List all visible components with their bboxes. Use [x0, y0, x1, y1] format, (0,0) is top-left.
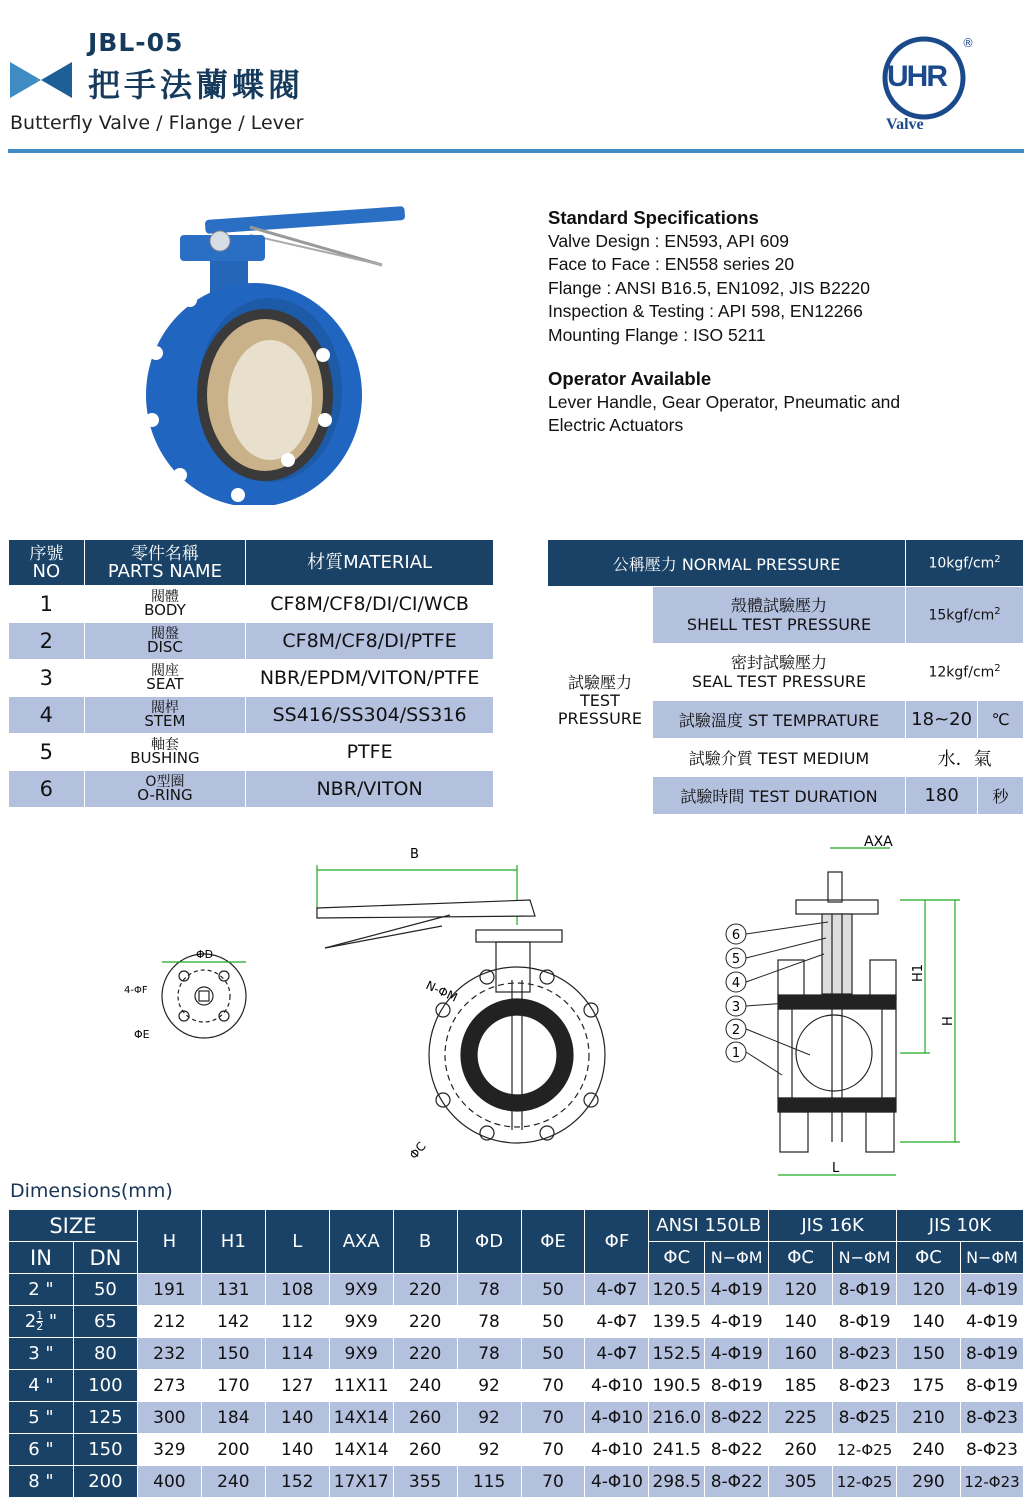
size-in: 6 " [9, 1434, 74, 1466]
col-b: B [393, 1210, 457, 1274]
dimension-cell: 240 [393, 1370, 457, 1402]
label-phi-d: ΦD [196, 948, 214, 961]
dimension-cell: 8-Φ23 [960, 1402, 1023, 1434]
col-l: L [265, 1210, 329, 1274]
dimension-cell: 8-Φ23 [960, 1434, 1023, 1466]
dimension-cell: 127 [265, 1370, 329, 1402]
dimension-cell: 70 [521, 1402, 585, 1434]
dimension-cell: 12-Φ25 [833, 1466, 897, 1498]
technical-drawing [110, 830, 990, 1180]
col-h1: H1 [201, 1210, 265, 1274]
operator-line: Electric Actuators [548, 415, 684, 435]
col-parts-name: 零件名稱 PARTS NAME [84, 540, 245, 586]
test-duration-unit: 秒 [978, 777, 1024, 815]
dimension-cell: 140 [897, 1306, 961, 1338]
operator-heading: Operator Available [548, 368, 712, 389]
dimension-cell: 140 [769, 1306, 833, 1338]
dimension-cell: 50 [521, 1306, 585, 1338]
dimension-cell: 120.5 [649, 1274, 705, 1306]
spec-line: Valve Design : EN593, API 609 [548, 230, 789, 251]
label-b: B [410, 847, 419, 862]
col-ansi-c: ΦC [649, 1242, 705, 1274]
parts-table [8, 539, 494, 808]
dimension-cell: 9X9 [329, 1274, 393, 1306]
col-jis10-c: ΦC [897, 1242, 961, 1274]
dimension-cell: 78 [457, 1274, 521, 1306]
dimension-cell: 131 [201, 1274, 265, 1306]
callout-4: 4 [731, 976, 741, 991]
dimension-cell: 92 [457, 1370, 521, 1402]
test-duration-value: 180 [906, 777, 978, 815]
dimension-cell: 4-Φ7 [585, 1338, 649, 1370]
dimension-cell: 4-Φ7 [585, 1274, 649, 1306]
table-row: 4 閥桿 STEM SS416/SS304/SS316 [9, 697, 494, 734]
table-row [9, 1402, 1024, 1434]
size-dn: 50 [73, 1274, 137, 1306]
header-divider [8, 149, 1024, 153]
dimension-cell: 220 [393, 1306, 457, 1338]
dimension-cell: 8-Φ19 [705, 1370, 769, 1402]
dimension-cell: 240 [897, 1434, 961, 1466]
col-h: H [137, 1210, 201, 1274]
dimension-cell: 120 [897, 1274, 961, 1306]
dimension-cell: 8-Φ19 [833, 1306, 897, 1338]
brand-bowtie-icon [10, 60, 72, 100]
dimension-cell: 78 [457, 1306, 521, 1338]
dimension-cell: 210 [897, 1402, 961, 1434]
callout-2: 2 [731, 1023, 741, 1038]
normal-pressure-label: 公稱壓力 NORMAL PRESSURE [548, 540, 906, 587]
pressure-table [547, 539, 1024, 815]
size-dn: 125 [73, 1402, 137, 1434]
group-ansi-150lb: ANSI 150LB [649, 1210, 769, 1242]
model-number: JBL-05 [88, 28, 184, 57]
dimension-cell: 150 [201, 1338, 265, 1370]
col-jis16-nm: N−ΦM [833, 1242, 897, 1274]
dimension-cell: 4-Φ19 [960, 1306, 1023, 1338]
dimensions-title: Dimensions(mm) [10, 1180, 173, 1202]
shell-test-value: $15kgf/cm^2$ [906, 587, 1024, 644]
table-row [9, 1370, 1024, 1402]
title-chinese: 把手法蘭蝶閥 [88, 66, 305, 104]
dimension-cell: 4-Φ10 [585, 1370, 649, 1402]
standard-specifications [548, 206, 900, 438]
logo-subtext: Valve [886, 116, 924, 133]
dimension-cell: 4-Φ7 [585, 1306, 649, 1338]
dimension-cell: 273 [137, 1370, 201, 1402]
size-dn: 65 [73, 1306, 137, 1338]
dimension-cell: 108 [265, 1274, 329, 1306]
col-dn: DN [73, 1242, 137, 1274]
dimension-cell: 8-Φ19 [833, 1274, 897, 1306]
dimension-cell: 9X9 [329, 1338, 393, 1370]
dimension-cell: 78 [457, 1338, 521, 1370]
test-duration-label: 試驗時間 TEST DURATION [652, 777, 905, 815]
group-jis-16k: JIS 16K [769, 1210, 897, 1242]
spec-heading: Standard Specifications [548, 207, 759, 228]
dimension-cell: 12-Φ23 [960, 1466, 1023, 1498]
table-row: 3 閥座 SEAT NBR/EPDM/VITON/PTFE [9, 660, 494, 697]
dimension-cell: 260 [393, 1402, 457, 1434]
size-in: 3 " [9, 1338, 74, 1370]
dimension-cell: 9X9 [329, 1306, 393, 1338]
brand-logo [880, 36, 980, 140]
dimension-cell: 160 [769, 1338, 833, 1370]
test-pressure-group: 試驗壓力 TEST PRESSURE [548, 587, 653, 815]
dimension-cell: 92 [457, 1434, 521, 1466]
normal-pressure-value: $10kgf/cm^2$ [906, 540, 1024, 587]
dimension-cell: 4-Φ19 [705, 1338, 769, 1370]
col-material: 材質MATERIAL [246, 540, 494, 586]
table-row: 6 O型圈 O-RING NBR/VITON [9, 771, 494, 808]
dimension-cell: 14X14 [329, 1402, 393, 1434]
dimension-cell: 8-Φ19 [960, 1370, 1023, 1402]
test-temperature-label: 試驗溫度 ST TEMPRATURE [652, 701, 905, 739]
dimension-cell: 290 [897, 1466, 961, 1498]
seal-test-label: 密封試驗壓力 SEAL TEST PRESSURE [652, 644, 905, 701]
dimension-cell: 140 [265, 1434, 329, 1466]
dimension-cell: 120 [769, 1274, 833, 1306]
label-n-phi-m: N-ΦM [423, 978, 460, 1005]
table-row: 2 閥盤 DISC CF8M/CF8/DI/PTFE [9, 623, 494, 660]
dimension-cell: 4-Φ19 [705, 1274, 769, 1306]
dimension-cell: 305 [769, 1466, 833, 1498]
dimension-cell: 260 [769, 1434, 833, 1466]
size-dn: 150 [73, 1434, 137, 1466]
table-row [9, 1306, 1024, 1338]
test-medium-value: 水．氣 [906, 739, 1024, 777]
dimension-cell: 8-Φ22 [705, 1434, 769, 1466]
spec-line: Inspection & Testing : API 598, EN12266 [548, 301, 863, 321]
dimension-cell: 216.0 [649, 1402, 705, 1434]
table-row [9, 1274, 1024, 1306]
dimensions-table [8, 1209, 1024, 1498]
col-jis10-nm: N−ΦM [960, 1242, 1023, 1274]
callout-1: 1 [731, 1046, 741, 1061]
dimension-cell: 191 [137, 1274, 201, 1306]
dimension-cell: 4-Φ10 [585, 1434, 649, 1466]
size-in: 4 " [9, 1370, 74, 1402]
dimension-cell: 14X14 [329, 1434, 393, 1466]
dimension-cell: 92 [457, 1402, 521, 1434]
dimension-cell: 170 [201, 1370, 265, 1402]
col-phi-f: ΦF [585, 1210, 649, 1274]
dimension-cell: 140 [265, 1402, 329, 1434]
dimension-cell: 8-Φ23 [833, 1338, 897, 1370]
dimension-cell: 115 [457, 1466, 521, 1498]
label-phi-c: ΦC [406, 1139, 429, 1162]
dimension-cell: 200 [201, 1434, 265, 1466]
dimension-cell: 17X17 [329, 1466, 393, 1498]
col-no: 序號 NO [9, 540, 85, 586]
label-4-phi-f: 4-ΦF [124, 985, 148, 996]
dimension-cell: 12-Φ25 [833, 1434, 897, 1466]
dimension-cell: 114 [265, 1338, 329, 1370]
table-row [9, 1434, 1024, 1466]
dimension-cell: 260 [393, 1434, 457, 1466]
dimension-cell: 355 [393, 1466, 457, 1498]
dimension-cell: 8-Φ19 [960, 1338, 1023, 1370]
size-dn: 100 [73, 1370, 137, 1402]
dimension-cell: 329 [137, 1434, 201, 1466]
dimension-cell: 8-Φ22 [705, 1402, 769, 1434]
spec-line: Mounting Flange : ISO 5211 [548, 324, 766, 345]
dimension-cell: 4-Φ19 [960, 1274, 1023, 1306]
size-in: 2 " [9, 1274, 74, 1306]
dimension-cell: 11X11 [329, 1370, 393, 1402]
callout-3: 3 [731, 1000, 741, 1015]
valve-front-view [317, 865, 605, 1143]
logo-text: UHR [887, 60, 946, 93]
label-axa: AXA [864, 834, 893, 850]
dimension-cell: 220 [393, 1274, 457, 1306]
dimension-cell: 70 [521, 1434, 585, 1466]
group-jis-10k: JIS 10K [897, 1210, 1024, 1242]
col-phi-e: ΦE [521, 1210, 585, 1274]
dimension-cell: 50 [521, 1274, 585, 1306]
spec-line: Flange : ANSI B16.5, EN1092, JIS B2220 [548, 277, 871, 298]
dimension-cell: 152.5 [649, 1338, 705, 1370]
size-dn: 200 [73, 1466, 137, 1498]
dimension-cell: 8-Φ23 [833, 1370, 897, 1402]
col-size: SIZE [9, 1210, 138, 1242]
label-h: H [941, 1016, 956, 1026]
size-in: 5 " [9, 1402, 74, 1434]
dimension-cell: 139.5 [649, 1306, 705, 1338]
dimension-cell: 70 [521, 1466, 585, 1498]
dimension-cell: 112 [265, 1306, 329, 1338]
size-in: 8 " [9, 1466, 74, 1498]
col-axa: AXA [329, 1210, 393, 1274]
dimension-cell: 232 [137, 1338, 201, 1370]
col-jis16-c: ΦC [769, 1242, 833, 1274]
dimension-cell: 50 [521, 1338, 585, 1370]
dimension-cell: 212 [137, 1306, 201, 1338]
dimension-cell: 4-Φ10 [585, 1466, 649, 1498]
callout-5: 5 [731, 952, 741, 967]
operator-line: Lever Handle, Gear Operator, Pneumatic and [548, 391, 901, 412]
shell-test-label: 殼體試驗壓力 SHELL TEST PRESSURE [652, 587, 905, 644]
label-phi-e: ΦE [134, 1028, 150, 1041]
dimension-cell: 150 [897, 1338, 961, 1370]
dimension-cell: 300 [137, 1402, 201, 1434]
mounting-flange-view [162, 954, 246, 1038]
spec-line: Face to Face : EN558 series 20 [548, 254, 795, 274]
size-dn: 80 [73, 1338, 137, 1370]
seal-test-value: $12kgf/cm^2$ [906, 644, 1024, 701]
dimension-cell: 185 [769, 1370, 833, 1402]
table-row [9, 1338, 1024, 1370]
dimension-cell: 298.5 [649, 1466, 705, 1498]
dimension-cell: 225 [769, 1402, 833, 1434]
dimension-cell: 241.5 [649, 1434, 705, 1466]
dimension-cell: 240 [201, 1466, 265, 1498]
dimension-cell: 8-Φ25 [833, 1402, 897, 1434]
test-temperature-unit: ℃ [978, 701, 1024, 739]
col-in: IN [9, 1242, 74, 1274]
test-medium-label: 試驗介質 TEST MEDIUM [652, 739, 905, 777]
callout-6: 6 [731, 928, 741, 943]
dimension-cell: 184 [201, 1402, 265, 1434]
dimension-cell: 70 [521, 1370, 585, 1402]
table-row: 1 閥體 BODY CF8M/CF8/DI/CI/WCB [9, 586, 494, 623]
dimension-cell: 152 [265, 1466, 329, 1498]
dimension-cell: 175 [897, 1370, 961, 1402]
valve-section-view [778, 848, 960, 1175]
table-row: 5 軸套 BUSHING PTFE [9, 734, 494, 771]
dimension-cell: 220 [393, 1338, 457, 1370]
valve-product-image [120, 205, 410, 505]
table-row [9, 1466, 1024, 1498]
label-l: L [832, 1161, 840, 1176]
logo-registered: ® [962, 36, 974, 50]
col-ansi-nm: N−ΦM [705, 1242, 769, 1274]
dimension-cell: 400 [137, 1466, 201, 1498]
col-phi-d: ΦD [457, 1210, 521, 1274]
dimension-cell: 8-Φ22 [705, 1466, 769, 1498]
label-h1: H1 [911, 963, 926, 982]
title-english: Butterfly Valve / Flange / Lever [10, 112, 304, 134]
dimension-cell: 142 [201, 1306, 265, 1338]
size-in: 2 $\frac{1}{2}$ " [9, 1306, 74, 1338]
test-temperature-value: 18~20 [906, 701, 978, 739]
dimension-cell: 4-Φ19 [705, 1306, 769, 1338]
dimension-cell: 190.5 [649, 1370, 705, 1402]
dimension-cell: 4-Φ10 [585, 1402, 649, 1434]
